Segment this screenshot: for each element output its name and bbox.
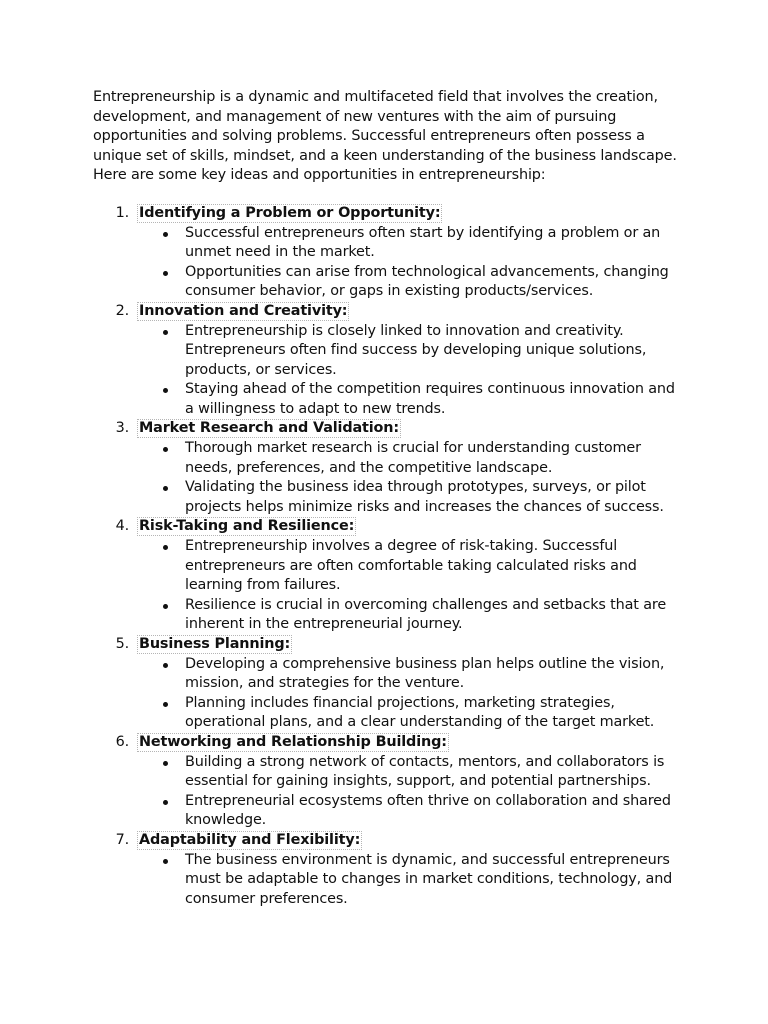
bullet-text: Staying ahead of the competition requires continuous innovation and a willingness to adapt to new trends. — [185, 381, 675, 417]
bullet-item — [139, 263, 683, 302]
item-heading: Business Planning: — [139, 635, 291, 652]
item-number: 5. — [115, 635, 129, 652]
bullet-text: Thorough market research is crucial for understanding customer needs, preferences, and the competitive landscape. — [185, 440, 641, 476]
bullet-item — [139, 792, 683, 831]
bullet-list — [139, 655, 683, 733]
bullet-text: Entrepreneurship is closely linked to innovation and creativity. Entrepreneurs often find success by developing unique solutions, products, or services. — [185, 322, 647, 378]
bullet-list — [139, 537, 683, 635]
list-item-3 — [93, 419, 683, 517]
item-number: 3. — [115, 420, 129, 436]
bullet-text: Validating the business idea through prototypes, surveys, or pilot projects helps minimize risks and increases the chances of success. — [185, 479, 664, 515]
bullet-item — [139, 655, 683, 694]
bullet-dot-icon — [163, 545, 168, 550]
bullet-dot-icon — [163, 800, 168, 805]
list-item-1 — [93, 204, 683, 302]
bullet-text: Opportunities can arise from technological advancements, changing consumer behavior, or gaps in existing products/services. — [185, 263, 669, 299]
item-number: 6. — [115, 733, 129, 750]
bullet-list — [139, 753, 683, 831]
item-number: 4. — [115, 518, 129, 534]
bullet-text: Successful entrepreneurs often start by identifying a problem or an unmet need in the market. — [185, 224, 661, 260]
bullet-item — [139, 596, 683, 635]
list-item-7 — [93, 831, 683, 910]
bullet-item — [139, 224, 683, 263]
bullet-dot-icon — [163, 486, 168, 491]
bullet-dot-icon — [163, 663, 168, 668]
item-heading: Risk-Taking and Resilience: — [139, 518, 355, 534]
item-heading: Adaptability and Flexibility: — [139, 831, 361, 848]
document-page — [93, 88, 683, 909]
bullet-item — [139, 694, 683, 733]
list-item-5 — [93, 635, 683, 733]
bullet-item — [139, 322, 683, 381]
bullet-dot-icon — [163, 702, 168, 707]
item-heading: Identifying a Problem or Opportunity: — [139, 204, 441, 221]
bullet-item — [139, 478, 683, 517]
bullet-item — [139, 537, 683, 596]
list-item-2 — [93, 302, 683, 420]
bullet-list — [139, 322, 683, 420]
bullet-text: Developing a comprehensive business plan helps outline the vision, mission, and strategies for the venture. — [185, 655, 665, 691]
item-number: 1. — [115, 204, 129, 221]
bullet-text: The business environment is dynamic, and successful entrepreneurs must be adaptable to changes in market conditions, technology, and consumer preferences. — [185, 851, 673, 907]
intro-paragraph: Entrepreneurship is a dynamic and multifaceted field that involves the creation, development, and management of new ventures with the aim of pursuing opportunities and solving problems. Successful entrepreneurs often possess a unique set of skills, mindset, and a keen understanding of the business landscape. Here are some key ideas and opportunities in entrepreneurship: — [93, 89, 677, 183]
item-number: 2. — [115, 302, 129, 319]
list-item-6 — [93, 733, 683, 831]
bullet-dot-icon — [163, 388, 168, 393]
bullet-dot-icon — [163, 761, 168, 766]
bullet-dot-icon — [163, 271, 168, 276]
bullet-text: Entrepreneurial ecosystems often thrive on collaboration and shared knowledge. — [185, 792, 671, 828]
list-item-4 — [93, 517, 683, 635]
bullet-item — [139, 851, 683, 910]
bullet-item — [139, 380, 683, 419]
bullet-text: Entrepreneurship involves a degree of risk-taking. Successful entrepreneurs are often comfortable taking calculated risks and learning from failures. — [185, 538, 637, 593]
bullet-dot-icon — [163, 447, 168, 452]
bullet-item — [139, 753, 683, 792]
item-heading: Innovation and Creativity: — [139, 302, 348, 319]
bullet-text: Planning includes financial projections, marketing strategies, operational plans, and a clear understanding of the target market. — [185, 694, 655, 730]
bullet-dot-icon — [163, 859, 168, 864]
bullet-list — [139, 851, 683, 910]
bullet-text: Resilience is crucial in overcoming challenges and setbacks that are inherent in the entrepreneurial journey. — [185, 596, 667, 632]
bullet-list — [139, 439, 683, 517]
item-heading: Networking and Relationship Building: — [139, 733, 447, 750]
bullet-dot-icon — [163, 604, 168, 609]
bullet-item — [139, 439, 683, 478]
bullet-list — [139, 224, 683, 302]
bullet-text: Building a strong network of contacts, mentors, and collaborators is essential for gaining insights, support, and potential partnerships. — [185, 753, 665, 789]
item-number: 7. — [115, 831, 129, 848]
key-ideas-list — [93, 204, 683, 910]
item-heading: Market Research and Validation: — [139, 420, 399, 436]
bullet-dot-icon — [163, 330, 168, 335]
bullet-dot-icon — [163, 232, 168, 237]
